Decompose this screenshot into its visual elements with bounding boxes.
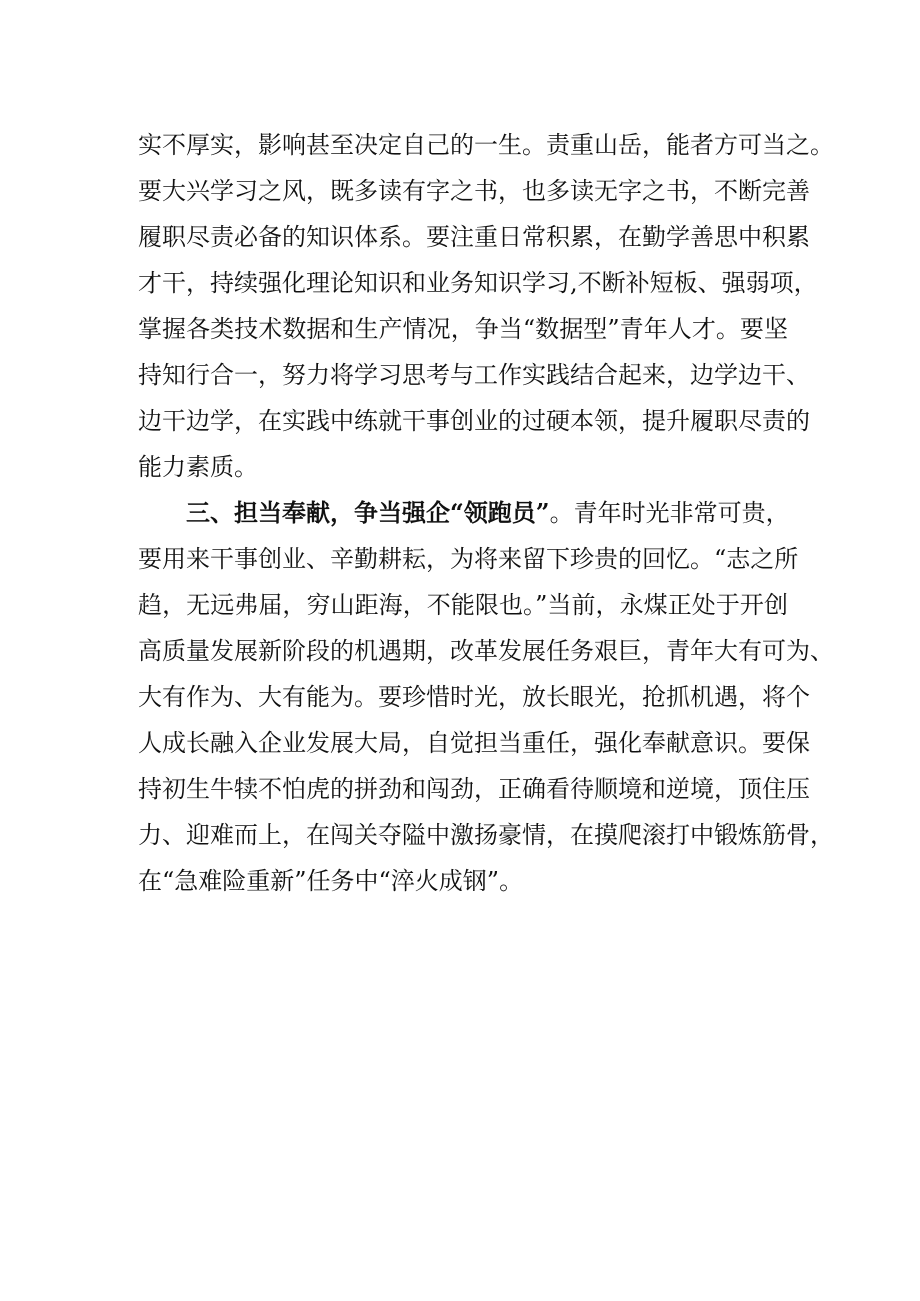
text-line: 持初生牛犊不怕虎的拼劲和闯劲，正确看待顺境和逆境，顶住压 — [138, 775, 810, 803]
section-heading: 三、担当奉献，争当强企“领跑员” — [186, 498, 550, 527]
paragraph-1 — [138, 122, 834, 490]
text-line: 持知行合一，努力将学习思考与工作实践结合起来，边学边干、 — [138, 361, 810, 389]
section-heading-line — [138, 490, 788, 536]
text-line: 能力素质。 — [138, 453, 258, 481]
text-line: 才干，持续强化理论知识和业务知识学习,不断补短板、强弱项， — [138, 269, 818, 297]
text-run: 。青年时光非常可贵， — [549, 499, 790, 527]
text-line: 高质量发展新阶段的机遇期，改革发展任务艰巨，青年大有可为、 — [138, 637, 834, 665]
paragraph-2 — [138, 490, 834, 904]
text-line: 大有作为、大有能为。要珍惜时光，放长眼光，抢抓机遇，将个 — [138, 683, 810, 711]
text-line: 要用来干事创业、辛勤耕耘，为将来留下珍贵的回忆。“志之所 — [138, 545, 799, 573]
text-line: 趋，无远弗届，穷山距海，不能限也。”当前，永煤正处于开创 — [138, 591, 788, 619]
text-line: 掌握各类技术数据和生产情况，争当“数据型”青年人才。要坚 — [138, 315, 788, 343]
body-text — [138, 122, 834, 904]
text-line: 在“急难险重新”任务中“淬火成钢”。 — [138, 867, 524, 895]
text-line: 人成长融入企业发展大局，自觉担当重任，强化奉献意识。要保 — [138, 729, 810, 757]
text-line: 要大兴学习之风，既多读有字之书，也多读无字之书，不断完善 — [138, 177, 810, 205]
text-line: 实不厚实，影响甚至决定自己的一生。责重山岳，能者方可当之。 — [138, 131, 834, 159]
text-line: 履职尽责必备的知识体系。要注重日常积累，在勤学善思中积累 — [138, 223, 810, 251]
text-line: 边干边学，在实践中练就干事创业的过硬本领，提升履职尽责的 — [138, 407, 810, 435]
text-line: 力、迎难而上，在闯关夺隘中激扬豪情，在摸爬滚打中锻炼筋骨， — [138, 821, 834, 849]
